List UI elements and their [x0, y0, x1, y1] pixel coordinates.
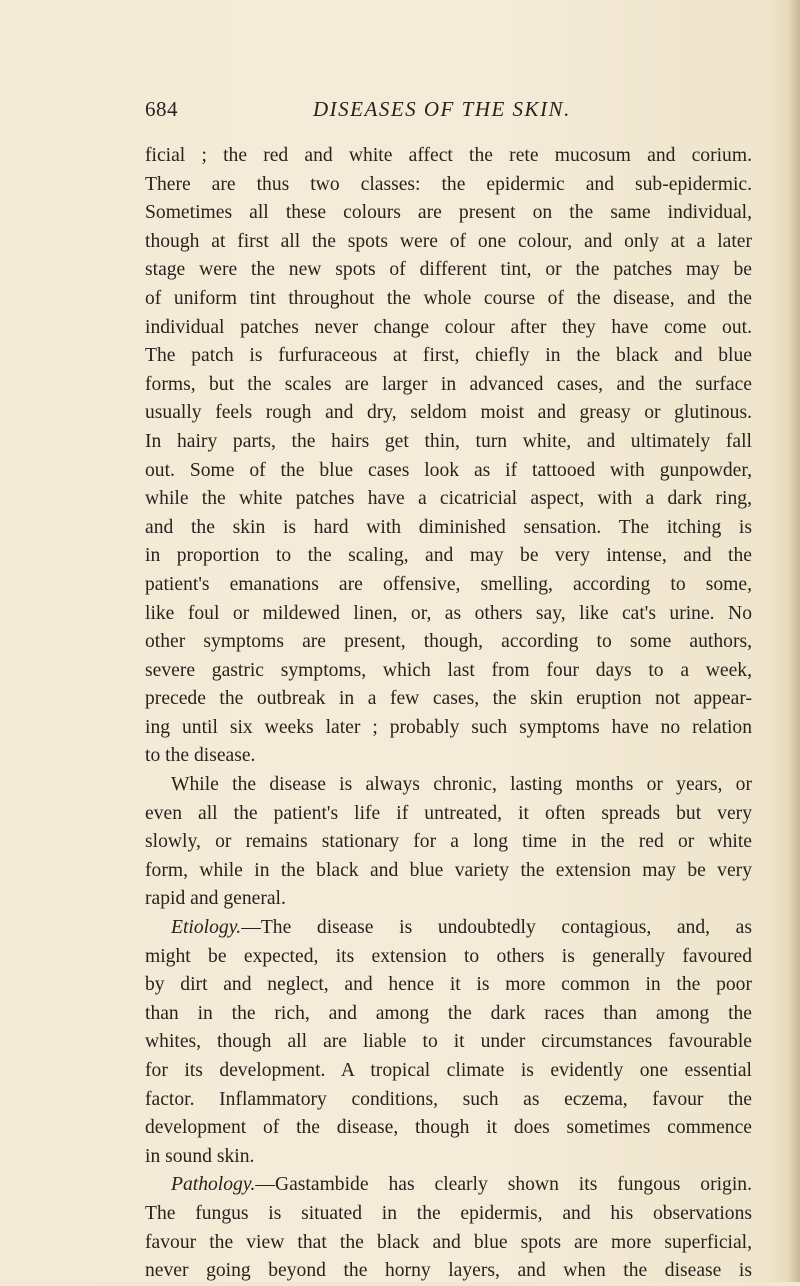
- etiology-line-text: —The disease is undoubtedly contagious, and, as: [241, 917, 752, 939]
- text-line: by dirt and neglect, and hence it is more common in the poor: [145, 974, 752, 996]
- text-line: ficial ; the red and white affect the rete mucosum and corium.: [145, 145, 752, 166]
- text-line: rapid and general.: [145, 888, 286, 910]
- page-number: 684: [145, 97, 178, 121]
- page-header: [145, 97, 765, 127]
- text-line: in proportion to the scaling, and may be very intense, and the: [145, 545, 752, 567]
- pathology-line: [145, 1171, 752, 1200]
- text-line: In hairy parts, the hairs get thin, turn white, and ultimately fall: [145, 430, 752, 452]
- text-line: development of the disease, though it does sometimes commence: [145, 1117, 752, 1139]
- body-text: [145, 142, 752, 1286]
- text-line: severe gastric symptoms, which last from four days to a week,: [145, 659, 752, 681]
- text-line: The patch is furfuraceous at first, chiefly in the black and blue: [145, 345, 752, 367]
- text-line: ing until six weeks later ; probably such symptoms have no relation: [145, 716, 752, 738]
- text-line: like foul or mildewed linen, or, as others say, like cat's urine. No: [145, 602, 752, 624]
- text-line: to the disease.: [145, 745, 256, 767]
- text-line: factor. Inflammatory conditions, such as eczema, favour the: [145, 1088, 752, 1110]
- text-line: other symptoms are present, though, according to some authors,: [145, 631, 752, 653]
- text-line: favour the view that the black and blue spots are more superficial,: [145, 1231, 752, 1253]
- text-line: even all the patient's life if untreated, it often spreads but very: [145, 802, 752, 824]
- text-line: usually feels rough and dry, seldom moist and greasy or glutinous.: [145, 402, 752, 424]
- etiology-line: [145, 914, 752, 943]
- text-line: The fungus is situated in the epidermis, and his observations: [145, 1202, 752, 1224]
- pathology-heading: Pathology.: [171, 1174, 256, 1196]
- text-line: While the disease is always chronic, lasting months or years, or: [171, 774, 752, 796]
- text-line: whites, though all are liable to it under circumstances favourable: [145, 1031, 752, 1053]
- etiology-heading: Etiology.: [171, 917, 242, 939]
- text-line: might be expected, its extension to others is generally favoured: [145, 945, 752, 967]
- text-line: out. Some of the blue cases look as if tattooed with gunpowder,: [145, 459, 752, 481]
- text-line: stage were the new spots of different tint, or the patches may be: [145, 259, 752, 281]
- text-line: and the skin is hard with diminished sensation. The itching is: [145, 516, 752, 538]
- text-line: precede the outbreak in a few cases, the skin eruption not appear-: [145, 688, 752, 710]
- text-line: for its development. A tropical climate is evidently one essential: [145, 1060, 752, 1081]
- text-line: than in the rich, and among the dark races than among the: [145, 1002, 752, 1024]
- text-line: slowly, or remains stationary for a long time in the red or white: [145, 831, 752, 853]
- text-line: never going beyond the horny layers, and when the disease is: [145, 1260, 752, 1282]
- text-line: form, while in the black and blue variety the extension may be very: [145, 859, 752, 881]
- text-line: of uniform tint throughout the whole course of the disease, and the: [145, 287, 752, 309]
- running-title: DISEASES OF THE SKIN.: [313, 97, 571, 121]
- text-line: while the white patches have a cicatricial aspect, with a dark ring,: [145, 488, 752, 510]
- text-line: patient's emanations are offensive, smelling, according to some,: [145, 573, 752, 595]
- page-edge-shadow: [788, 0, 800, 1282]
- text-line: Sometimes all these colours are present on the same individual,: [145, 202, 752, 224]
- text-line: There are thus two classes: the epidermic and sub-epidermic.: [145, 173, 752, 195]
- text-line: forms, but the scales are larger in advanced cases, and the surface: [145, 373, 752, 395]
- pathology-line-text: —Gastambide has clearly shown its fungous origin.: [255, 1174, 752, 1196]
- text-line: individual patches never change colour after they have come out.: [145, 316, 752, 338]
- text-line: though at first all the spots were of one colour, and only at a later: [145, 230, 752, 252]
- text-line: in sound skin.: [145, 1145, 255, 1167]
